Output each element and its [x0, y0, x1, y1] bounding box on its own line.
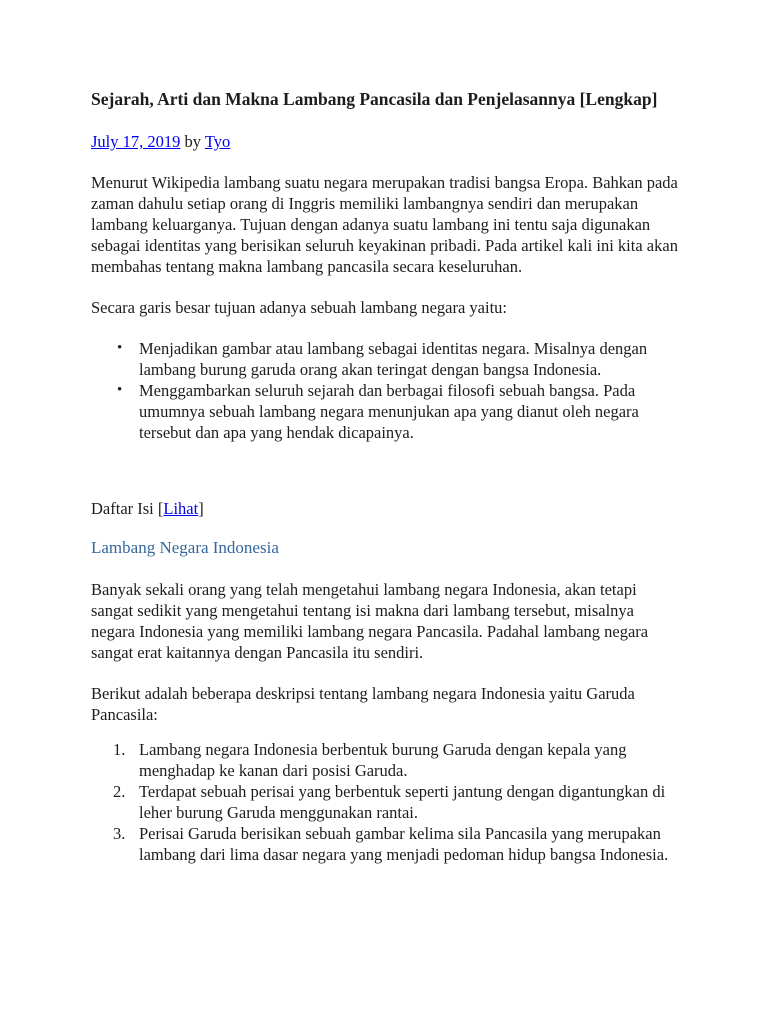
goals-lead-paragraph: Secara garis besar tujuan adanya sebuah lambang negara yaitu: [91, 298, 507, 317]
list-item: Terdapat sebuah perisai yang berbentuk seperti jantung dengan digantungkan di leher burung Garuda menggunakan rantai. [139, 782, 666, 822]
author-link[interactable]: Tyo [204, 132, 231, 151]
descriptions-list [91, 739, 681, 865]
article-title: Sejarah, Arti dan Makna Lambang Pancasila dan Penjelasannya [Lengkap] [91, 89, 658, 109]
list-item: Perisai Garuda berisikan sebuah gambar kelima sila Pancasila yang merupakan lambang dari lima dasar negara yang menjadi pedoman hidup bangsa Indonesia. [139, 824, 669, 864]
section-paragraph: Banyak sekali orang yang telah mengetahui lambang negara Indonesia, akan tetapi sangat sedikit yang mengetahui tentang isi makna dari lambang tersebut, misalnya negara Indonesia yang memiliki lambang negara Pancasila. Padahal lambang negara sangat erat kaitannya dengan Pancasila itu sendiri. [91, 580, 649, 662]
intro-paragraph: Menurut Wikipedia lambang suatu negara merupakan tradisi bangsa Eropa. Bahkan pada zaman dahulu setiap orang di Inggris memiliki lambangnya sendiri dan merupakan lambang keluarganya. Tujuan dengan adanya suatu lambang ini tentu saja digunakan sebagai identitas yang berisikan seluruh keyakinan pribadi. Pada artikel kali ini kita akan membahas tentang makna lambang pancasila secara keseluruhan. [91, 173, 678, 276]
post-date-link[interactable]: July 17, 2019 [91, 132, 181, 151]
toc-show-link[interactable]: Lihat [163, 499, 199, 518]
table-of-contents-toggle-line [91, 498, 681, 519]
list-item: Lambang negara Indonesia berbentuk burung Garuda dengan kepala yang menghadap ke kanan dari posisi Garuda. [139, 740, 627, 780]
list-item: • Menjadikan gambar atau lambang sebagai identitas negara. Misalnya dengan lambang burung garuda orang akan teringat dengan bangsa Indonesia. [139, 338, 681, 380]
list-item: • Menggambarkan seluruh sejarah dan berbagai filosofi sebuah bangsa. Pada umumnya sebuah lambang negara menunjukan apa yang dianut oleh negara tersebut dan apa yang hendak dicapainya. [139, 380, 681, 443]
section-heading: Lambang Negara Indonesia [91, 538, 279, 557]
toc-label-prefix: Daftar Isi [ [91, 499, 164, 518]
byline-connector: by [180, 132, 205, 151]
byline [91, 131, 681, 152]
article-content [91, 88, 681, 865]
goals-list [91, 338, 681, 443]
descriptions-lead-paragraph: Berikut adalah beberapa deskripsi tentang lambang negara Indonesia yaitu Garuda Pancasila: [91, 684, 635, 724]
toc-label-suffix: ] [198, 499, 204, 518]
